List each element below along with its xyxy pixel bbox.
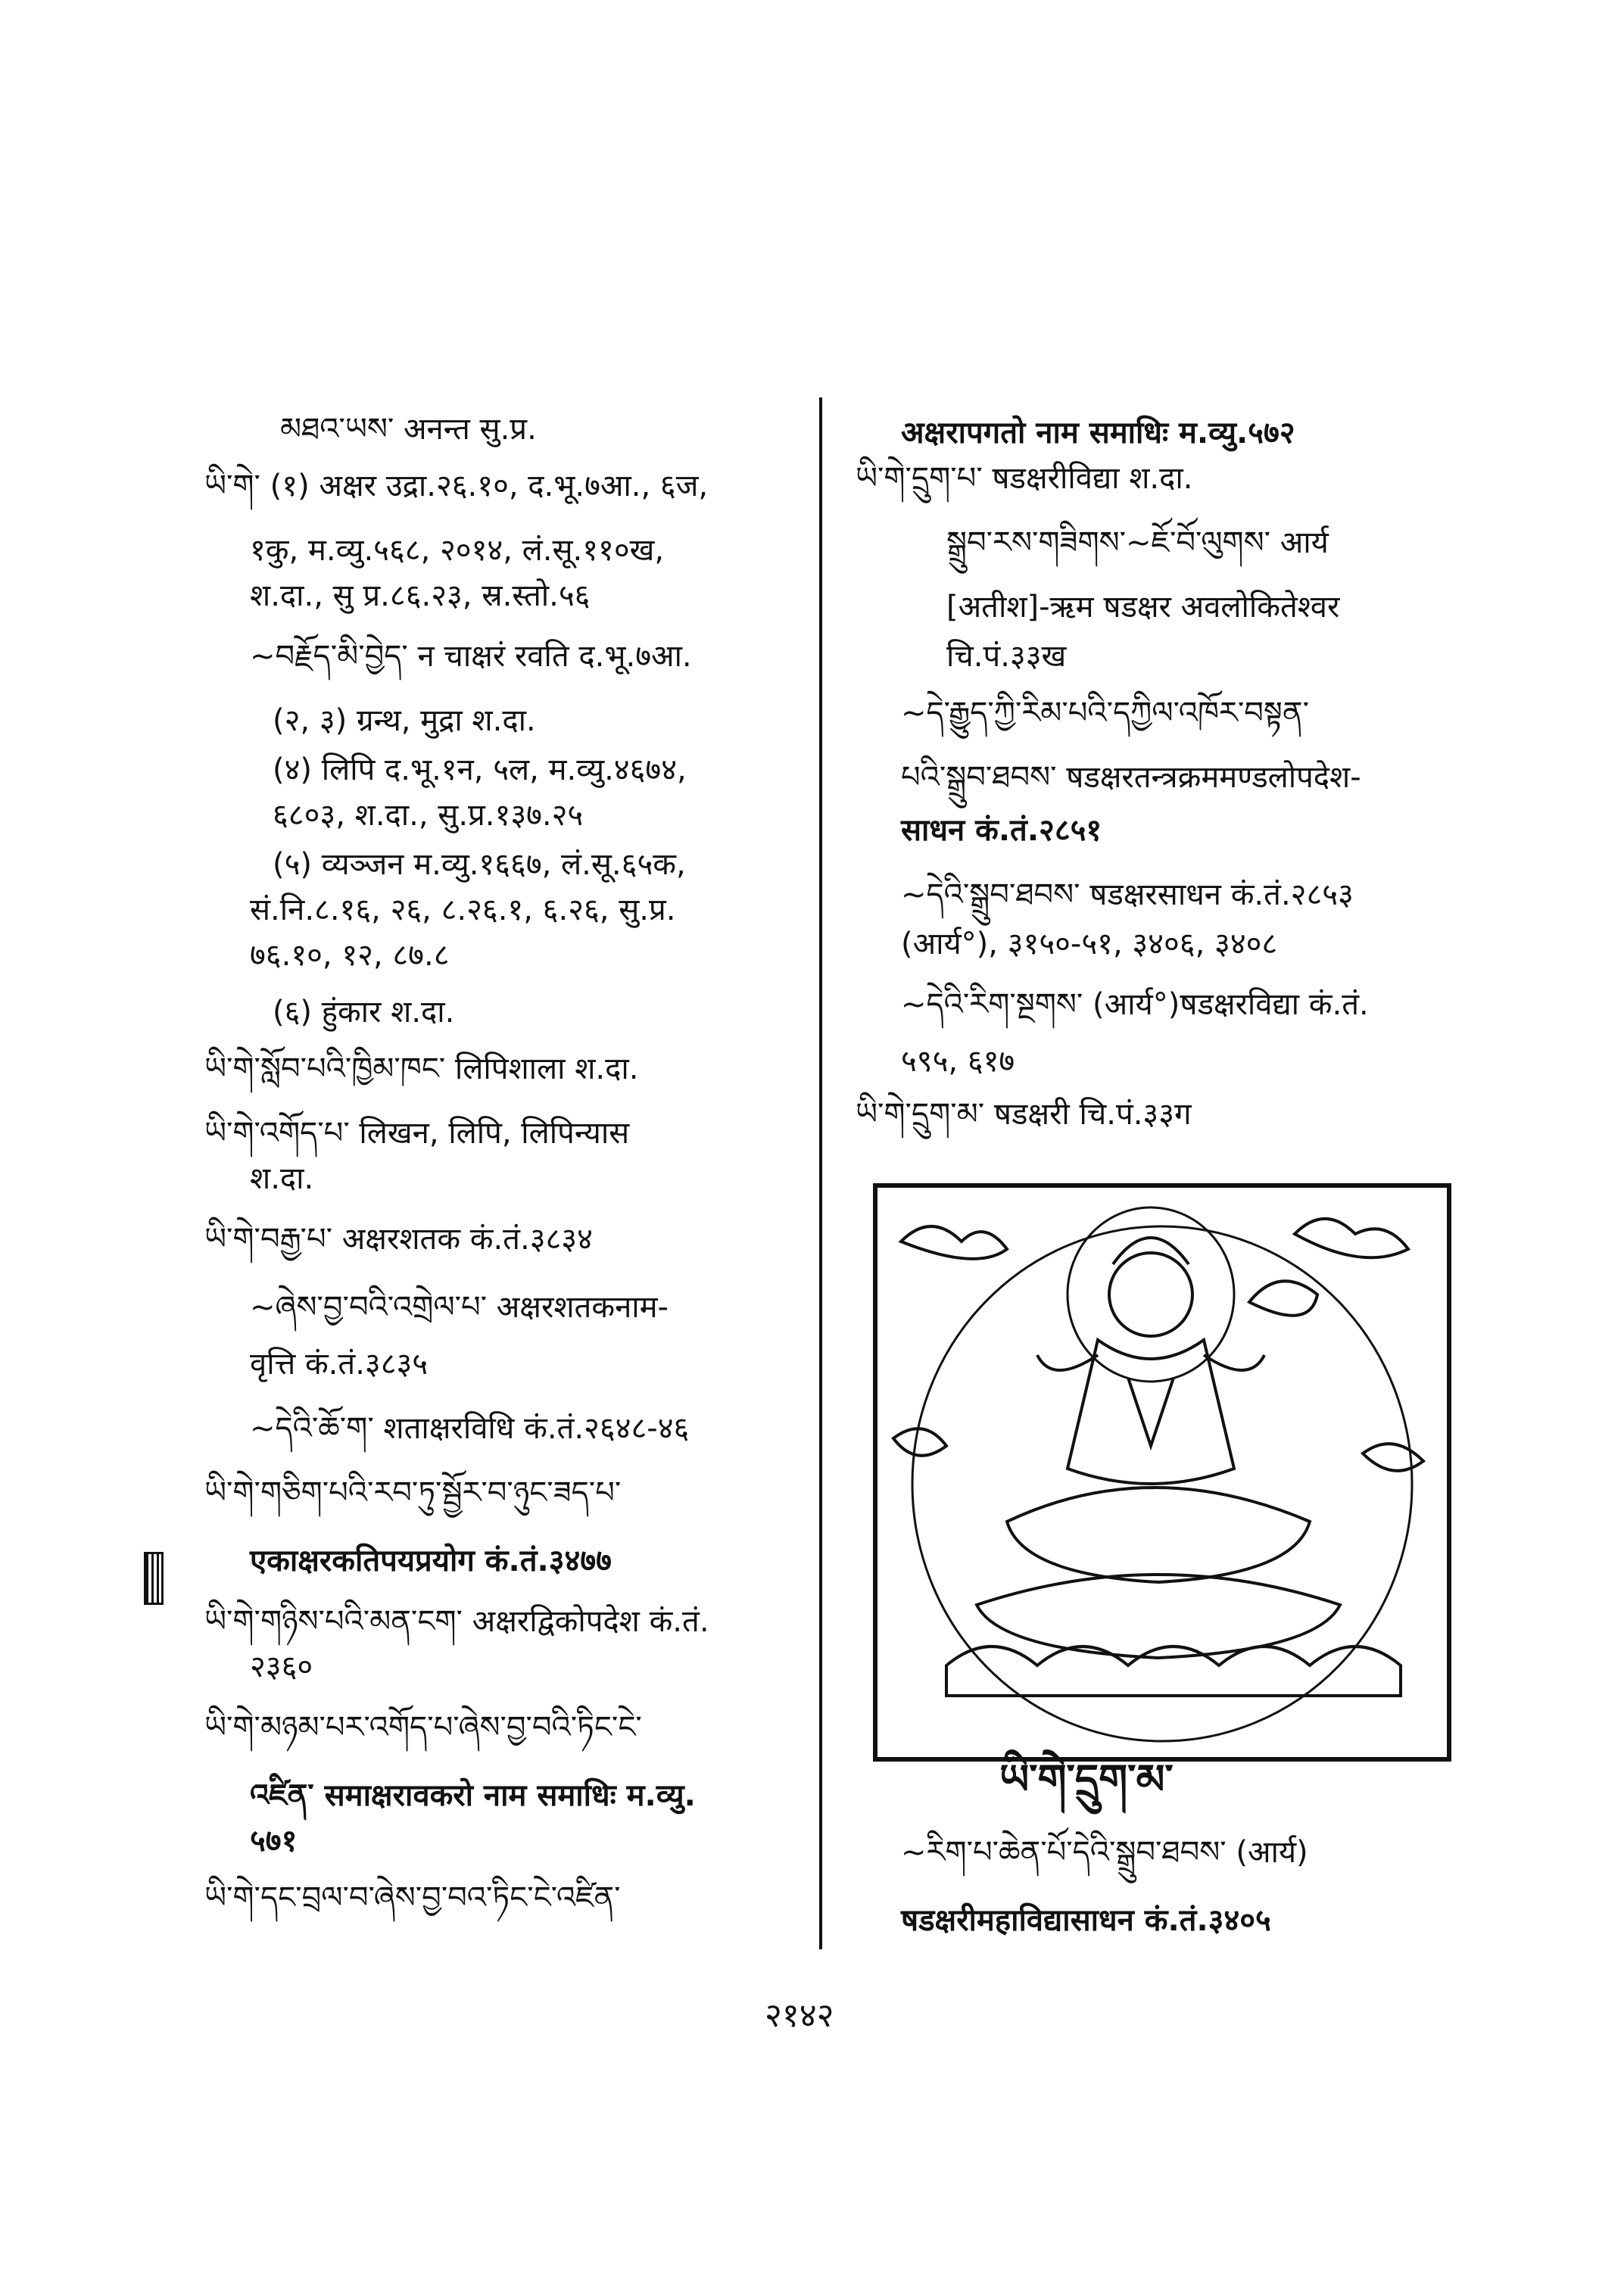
left-column-line: १कु, म.व्यु.५६८, २०१४, लं.सू.११०ख, <box>250 533 665 568</box>
left-column-line: ཡི་གེ་བརྒྱ་པ་ अक्षरशतक कं.तं.३८३४ <box>204 1222 593 1257</box>
left-column-line: ६८०३, श.दा., सु.प्र.१३७.२५ <box>273 798 584 833</box>
left-column-line: ཡི་གེ་འགོད་པ་ लिखन, लिपि, लिपिन्यास <box>204 1116 630 1151</box>
column-divider <box>819 397 822 1949</box>
deity-illustration <box>871 1181 1454 1764</box>
left-column-line: सं.नि.८.१६, २६, ८.२६.१, ६.२६, सु.प्र. <box>250 893 676 927</box>
right-column-line: (आर्य°), ३१५०-५१, ३४०६, ३४०८ <box>901 927 1278 961</box>
right-column-line: ཡི་གེ་དྲུག་མ་ षडक्षरी चि.पं.३३ग <box>856 1097 1192 1132</box>
left-column-line: श.दा., सु प्र.८६.२३, स्र.स्तो.५६ <box>250 578 591 613</box>
after-figure-line: षडक्षरीमहाविद्यासाधन कं.तं.३४०५ <box>901 1903 1271 1938</box>
cloud-left <box>901 1226 1007 1259</box>
margin-mark <box>144 1552 164 1605</box>
left-column-line: (४) लिपि द.भू.१न, ५ल, म.व्यु.४६७४, <box>273 752 687 787</box>
seat <box>977 1575 1340 1658</box>
right-column-line: ५९५, ६१७ <box>901 1044 1015 1079</box>
left-column-line: ཡི་གེ་སློབ་པའི་ཁྱིམ་ཁང་ लिपिशाला श.दा. <box>204 1051 639 1086</box>
right-column-line: चि.पं.३३ख <box>946 639 1067 674</box>
right-column-line: साधन कं.तं.२८५१ <box>901 813 1102 848</box>
left-column-line: ཡི་གེ་གཉིས་པའི་མན་ངག་ अक्षरद्विकोपदेश कं.तं. <box>204 1604 709 1639</box>
right-column-line: སྒྲུབ་རས་གཟིགས་~ཇོ་བོ་ལུགས་ आर्य <box>946 525 1329 560</box>
left-column-line: ~བརྗོད་མི་བྱེད་ न चाक्षरं रवति द.भू.७आ. <box>250 639 692 674</box>
cloud-right <box>1295 1219 1408 1257</box>
page-number: २१४२ <box>765 1996 834 2035</box>
crossed-legs <box>1007 1488 1310 1582</box>
cloud-low-right <box>1363 1444 1423 1471</box>
left-column-line: एकाक्षरकतिपयप्रयोग कं.तं.३४७७ <box>250 1544 612 1578</box>
illustration-frame <box>875 1185 1449 1759</box>
left-column-line: २३६० <box>250 1650 313 1684</box>
halo <box>1068 1207 1234 1382</box>
left-column-line: (२, ३) ग्रन्थ, मुद्रा श.दा. <box>273 703 536 738</box>
cloud-low-left <box>893 1428 946 1456</box>
left-column-line: ~དེའི་ཆོ་ག་ शताक्षरविधि कं.तं.२६४८-४६ <box>250 1411 690 1446</box>
figure-caption: ཡི་གེ་དྲུག་མ་ <box>999 1756 1174 1803</box>
praying-hands <box>1128 1378 1174 1446</box>
left-column-line: वृत्ति कं.तं.३८३५ <box>250 1347 429 1382</box>
left-column-line: ~ཞེས་བྱ་བའི་འགྲེལ་པ་ अक्षरशतकनाम- <box>250 1290 669 1325</box>
deity-torso <box>1068 1340 1234 1484</box>
right-column-line: ~དེ་རྒྱུད་ཀྱི་རིམ་པའི་དཀྱིལ་འཁོར་བསྟན་ <box>901 696 1309 731</box>
left-column-line: श.दा. <box>250 1161 314 1196</box>
deity-head <box>1109 1253 1192 1336</box>
left-column-line: ཡི་གེ་གཅིག་པའི་རབ་ཏུ་སྦྱོར་བ་ཉུང་ཟད་པ་ <box>204 1475 622 1510</box>
right-column-line: པའི་སྒྲུབ་ཐབས་ षडक्षरतन्त्रक्रममण्डलोपदेश- <box>901 760 1361 795</box>
right-column-line: ~དེའི་སྒྲུབ་ཐབས་ षडक्षरसाधन कं.तं.२८५३ <box>901 877 1354 912</box>
left-column-line: ཡི་གེ་དང་བྲལ་བ་ཞེས་བྱ་བའ་ཏིང་ངེ་འཛིན་ <box>204 1880 621 1915</box>
right-column-line: [अतीश]-ऋम षडक्षर अवलोकितेश्वर <box>946 590 1340 625</box>
left-column-line: (६) हुंकार श.दा. <box>273 995 455 1030</box>
left-arm <box>1037 1355 1098 1370</box>
left-column-line: ७६.१०, १२, ८७.८ <box>250 938 450 973</box>
left-column-line: ཡི་གེ་ (१) अक्षर उद्रा.२६.१०, द.भू.७आ., ६ज, <box>204 469 709 503</box>
right-column-line: ~དེའི་རིག་སྔགས་ (आर्य°)षडक्षरविद्या कं.तं. <box>901 987 1369 1022</box>
lotus-flower <box>1249 1281 1317 1316</box>
right-column-line: अक्षरापगतो नाम समाधिः म.व्यु.५७२ <box>901 416 1295 450</box>
right-column-line: ཡི་གེ་དྲུག་པ་ षडक्षरीविद्या श.दा. <box>856 461 1193 496</box>
left-column-line: ཡི་གེ་མཉམ་པར་འགོད་པ་ཞེས་བྱ་བའི་ཏིང་ངེ་ <box>204 1710 642 1745</box>
left-column-line: (५) व्यञ्जन म.व्यु.१६६७, लं.सू.६५क, <box>273 847 686 882</box>
right-arm <box>1204 1355 1264 1370</box>
left-column-line: ५७१ <box>250 1824 298 1858</box>
crown <box>1113 1238 1189 1264</box>
left-column-line: མཐའ་ཡས་ अनन्त सु.प्र. <box>280 412 537 447</box>
left-column-line: འཛིན་ समाक्षरावकरो नाम समाधिः म.व्यु. <box>250 1778 696 1813</box>
after-figure-line: ~རིག་པ་ཆེན་པོ་དེའི་སྒྲུབ་ཐབས་ (आर्य) <box>901 1835 1308 1870</box>
